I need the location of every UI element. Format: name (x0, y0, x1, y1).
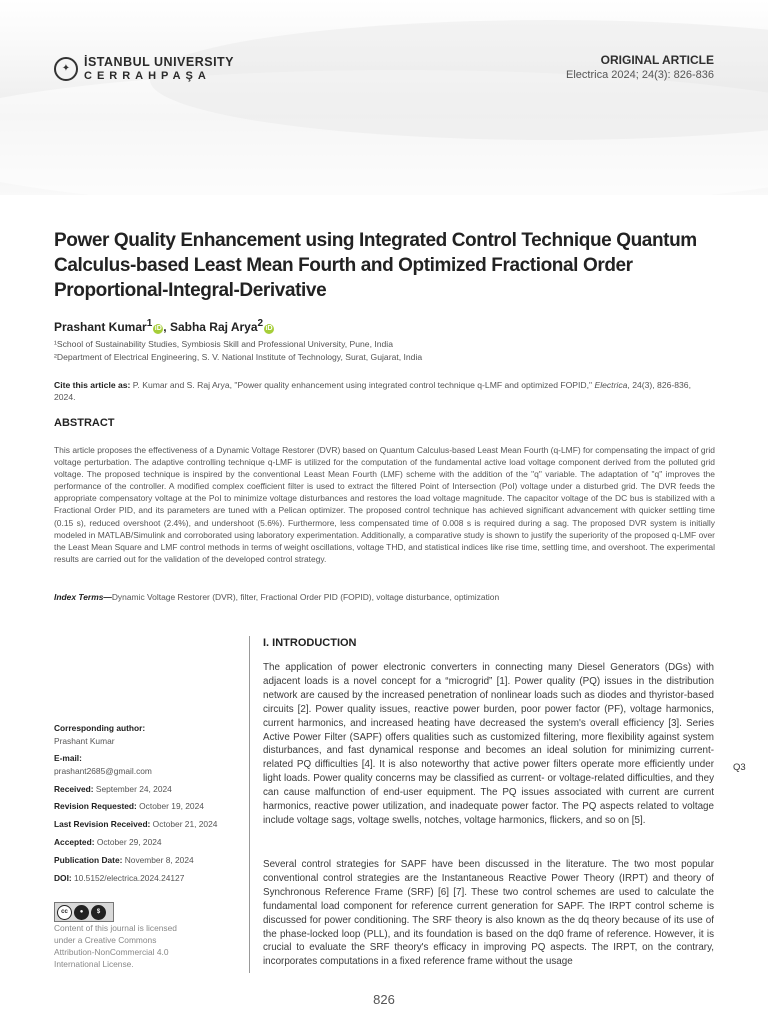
nc-icon: $ (91, 905, 106, 920)
license-line: International License. (54, 958, 134, 969)
page-number: 826 (373, 992, 395, 1007)
citation-journal: Electrica (594, 380, 628, 390)
last-revision-date: October 21, 2024 (150, 819, 218, 829)
citation-block (54, 379, 714, 403)
license-line: Content of this journal is licensed (54, 923, 177, 933)
accepted-label: Accepted: (54, 837, 95, 847)
citation-text: P. Kumar and S. Raj Arya, "Power quality enhancement using integrated control technique q-LMF and optimized FOPID," (130, 380, 595, 390)
article-type: ORIGINAL ARTICLE (600, 53, 714, 67)
orcid-icon[interactable]: iD (265, 325, 273, 332)
index-terms-label: Index Terms— (54, 592, 112, 602)
body-paragraph: Several control strategies for SAPF have been discussed in the literature. The two most popular conventional control strategies are the Instantaneous Reactive Power Theory (IRPT) and theory of Synchronous Reference Frame (SRF) [6] [7]. These two control schemes are used to calculate the fundamental load component for reference current generation for SAPF. The IRPT control scheme is discussed for power conditioning. The SRF theory is also known as the dq theory because of its use of the phase-locked loop (PLL), and its foundation is based on the dq0 frame of reference. However, it is crucial to evaluate the SRF theory's efficacy in improving PQ aspects. The IRPT, on the contrary, incorporates computations in a fixed reference frame without the usage (263, 859, 714, 968)
author-separator: , (163, 320, 170, 334)
affiliation-marker: 2 (257, 318, 264, 329)
license-line: Attribution-NonCommercial 4.0 (54, 946, 169, 957)
university-logo (54, 56, 234, 82)
email-label: E-mail: (54, 753, 82, 763)
section-heading: I. INTRODUCTION (263, 637, 357, 649)
publication-date-label: Publication Date: (54, 855, 123, 865)
body-paragraph: The application of power electronic converters in connecting many Diesel Generators (DGs) with adjacent loads is a novel concept for a “microgrid” [1]. Power quality (PQ) issues in the distribution network are caused by the increased penetration of nonlinear loads such as diodes and thyristor-based circuits [2]. Power quality issues, reactive power burden, poor power factor (PF), voltage harmonics, current harmonics, and increased heating have decreased the system's overall efficiency [3]. Series Active Power Filter (SAPF) offers qualities such as customized filtering, more flexibility against system disturbances, and fast dynamical response and becomes an ideal solution for minimizing current-related PQ difficulties [4]. It is also noteworthy that active power filters operate more efficiently under light loads. Power quality concerns may be classified as current- or voltage-related difficulties, and they can cause malfunction of end-user equipment. The PQ issues associated with current are current harmonics, reactive power utilization, and inadequate power factor. The PQ aspects related to voltage include voltage sags, voltage swells, notches, voltage harmonics, flickers, and so on [5]. (263, 662, 714, 826)
abstract-heading: ABSTRACT (54, 417, 115, 429)
logo-name-line1: İSTANBUL UNIVERSITY (84, 55, 235, 69)
paper-title: Power Quality Enhancement using Integrated Control Technique Quantum Calculus-based Least Mean Fourth and Optimized Fractional Order Proportional-Integral-Derivative (54, 230, 697, 301)
doi-label: DOI: (54, 873, 72, 883)
university-seal-icon: ✦ (54, 57, 78, 81)
author-name: Sabha Raj Arya (169, 320, 258, 334)
index-terms-text: Dynamic Voltage Restorer (DVR), filter, Fractional Order PID (FOPID), voltage disturbance, optimization (111, 592, 500, 602)
affiliation-marker: 1 (146, 318, 153, 329)
citation-label: Cite this article as: (54, 380, 131, 390)
corresponding-author-label: Corresponding author: (54, 723, 146, 733)
received-label: Received: (54, 784, 94, 794)
header-banner (0, 0, 768, 195)
doi-link[interactable]: 10.5152/electrica.2024.24127 (71, 873, 185, 883)
publication-date: November 8, 2024 (122, 855, 194, 865)
received-date: September 24, 2024 (93, 784, 172, 794)
email-link[interactable]: prashant2685@gmail.com (54, 766, 152, 776)
cc-icon: cc (57, 905, 72, 920)
author-list (54, 318, 274, 334)
affiliation: ¹School of Sustainability Studies, Symbiosis Skill and Professional University, Pune, India (54, 339, 393, 349)
revision-requested-date: October 19, 2024 (136, 801, 204, 811)
column-divider (249, 636, 250, 973)
by-icon: ● (74, 905, 89, 920)
revision-requested-label: Revision Requested: (54, 801, 137, 811)
creative-commons-badge[interactable] (54, 902, 114, 922)
journal-citation: Electrica 2024; 24(3): 826-836 (566, 69, 714, 81)
license-text (54, 923, 204, 971)
abstract-text: This article proposes the effectiveness of a Dynamic Voltage Restorer (DVR) based on Quantum Calculus-based Least Mean Fourth (q-LMF) for compensating the impact of grid voltage perturbation. The adaptive controlling technique q-LMF is utilized for the computation of the fundamental active load voltage component derived from the polluted grid voltage. The proposed technique is inspired by the conventional Least Mean Fourth (LMF) scheme with the addition of the "q" variable. The adaptation of "q" improves the performance of the controller. A modified complex coefficient filter is used to extract the filtered Point of Intersection (PoI) voltage under a disturbed grid. The DVR feeds the appropriate compensatory voltage at the PoI to minimize voltage disturbances and restores the load voltage magnitude. The capacitor voltage of the DC bus is stabilized with a Fractional Order PID, and its parameters are tuned with a Pelican optimizer. The proposed control technique has achieved significant advancement with quicker settling time (0.15 s), reduced overshoot (2.4%), and undershoot (5.6%). Furthermore, less compensated time of 0.008 s is required during a sag. The proposed DVR system is initially modeled in MATLAB/Simulink and corroborated using laboratory experimentation. Additionally, a comparative study is shown to justify the superiority of the proposed q-LMF over the Least Mean Square and LMF control methods in terms of weight oscillations, voltage THD, and statistical indices like rise time, settling time, and overshoot. The experimental results are carried out for the validation of the developed control strategy. (54, 445, 715, 564)
author-name: Prashant Kumar (54, 320, 147, 334)
orcid-icon[interactable]: iD (154, 325, 162, 332)
license-line: under a Creative Commons (54, 934, 157, 945)
margin-annotation: Q3 (733, 762, 746, 773)
accepted-date: October 29, 2024 (94, 837, 162, 847)
logo-name-line2: CERRAHPAŞA (84, 69, 211, 82)
affiliation: ²Department of Electrical Engineering, S. V. National Institute of Technology, Surat, Gujarat, India (54, 352, 423, 362)
corresponding-author-name: Prashant Kumar (54, 736, 115, 746)
last-revision-label: Last Revision Received: (54, 819, 151, 829)
index-terms (54, 592, 715, 602)
citation-text: , 24(3), 826-836, 2024. (54, 380, 691, 402)
